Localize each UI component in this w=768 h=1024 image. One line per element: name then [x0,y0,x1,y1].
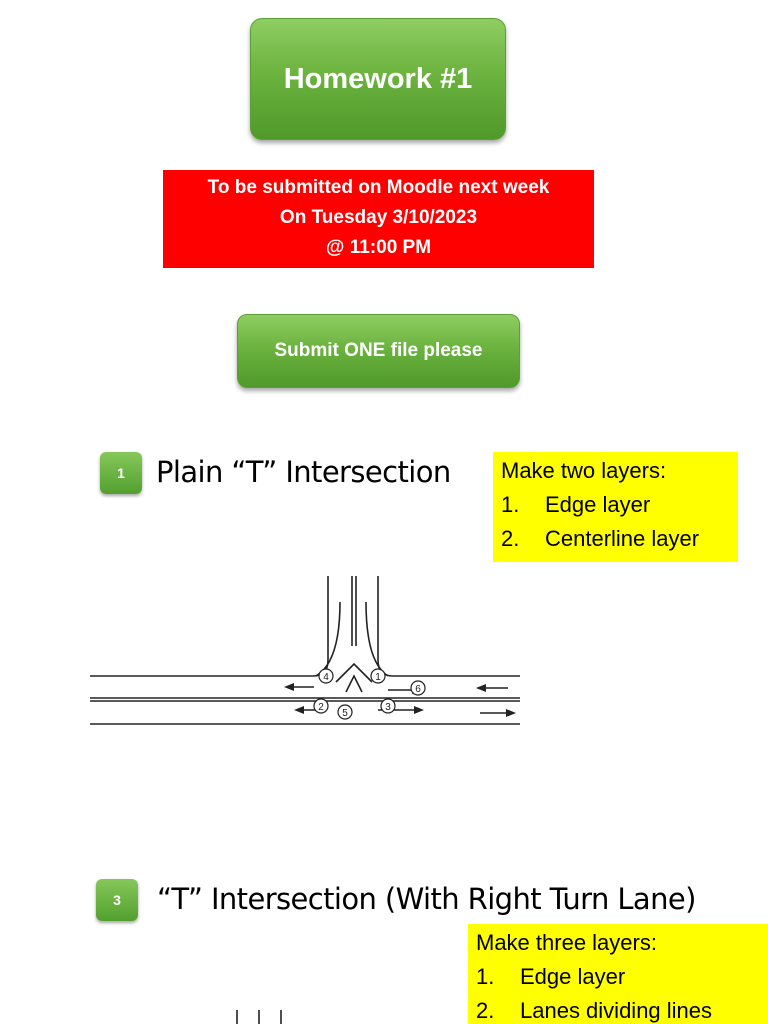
section-3-layers-note [468,924,768,1024]
section-1-badge [100,452,142,494]
list-item [476,960,760,994]
t-intersection-diagram [88,572,528,732]
homework-title-button [250,18,506,140]
list-item [501,522,730,556]
section-3-badge [96,879,138,921]
list-item-text: Lanes dividing lines [520,998,713,1023]
diagram-line [90,660,328,676]
section-3-layer-list [476,960,760,1024]
section-3-title: “T” Intersection (With Right Turn Lane) [157,882,696,916]
deadline-line-1: To be submitted on Moodle next week [207,177,550,198]
homework-title: Homework #1 [283,62,473,95]
section-3-note-title: Make three layers: [476,930,657,955]
arrow-head [506,709,516,717]
t-intersection-right-turn-diagram [225,1000,305,1024]
list-item-number: 2. [501,526,520,551]
list-item [476,994,760,1024]
arrow-head [284,683,294,691]
movement-label: 1 [375,672,381,683]
list-item-number: 1. [476,964,495,989]
section-1-title: Plain “T” Intersection [156,455,451,489]
movement-label: 4 [323,672,329,683]
movement-label: 6 [415,684,421,695]
list-item-number: 2. [476,998,495,1023]
section-3-number: 3 [113,892,121,908]
section-1-layer-list [501,488,730,556]
section-1-note-title: Make two layers: [501,458,667,483]
list-item [501,488,730,522]
movement-label: 2 [318,702,324,713]
movement-label: 3 [385,702,391,713]
list-item-text: Centerline layer [545,526,700,551]
diagram-line [378,660,520,676]
diagram-line [366,602,388,676]
arrow-head [294,706,304,714]
diagram-line [336,664,372,682]
diagram-line [346,676,362,692]
arrow-head [476,684,486,692]
arrow-head [414,706,424,714]
list-item-text: Edge layer [545,492,651,517]
list-item-text: Edge layer [520,964,626,989]
submit-note-text: Submit ONE file please [274,340,483,361]
section-1-layers-note [493,452,738,562]
deadline-banner [163,170,594,268]
list-item-number: 1. [501,492,520,517]
deadline-line-2: On Tuesday 3/10/2023 [279,207,478,228]
deadline-line-3: @ 11:00 PM [325,237,432,258]
section-1-number: 1 [117,465,125,481]
movement-label: 5 [342,708,348,719]
submit-note-button [237,314,520,388]
